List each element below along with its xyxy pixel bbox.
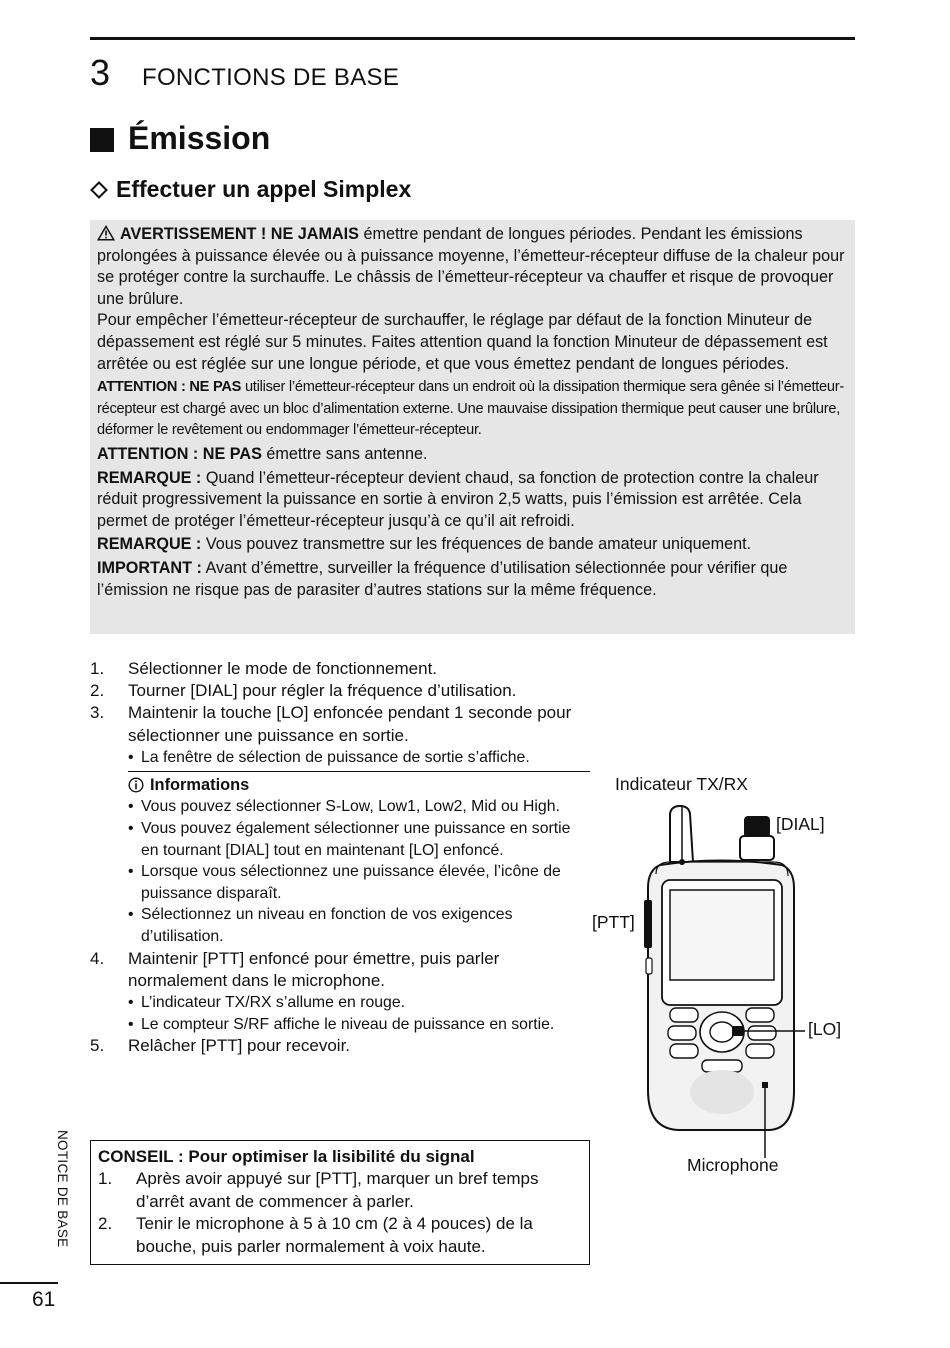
label-microphone: Microphone — [687, 1155, 779, 1175]
bullet-text: Sélectionnez un niveau en fonction de vos exigences d’utilisation. — [141, 906, 513, 945]
step-4-bullet — [90, 1014, 590, 1036]
footer-rule — [0, 1282, 58, 1284]
warning-text-2: Pour empêcher l’émetteur-récepteur de surchauffer, le réglage par défaut de la fonction Minuteur de dépassement est réglé sur 5 minutes. Faites attention quand la fonction Minuteur de dépassement est arrêtée ou est réglée sur une longue période, et que vous émettez pendant de longues périodes. — [97, 311, 828, 373]
step-number: 1. — [90, 659, 105, 678]
remark-label-2: REMARQUE : — [97, 535, 202, 554]
label-dial: [DIAL] — [776, 814, 825, 834]
section-title: Émission — [128, 120, 271, 156]
warning-box — [90, 220, 855, 634]
important-paragraph — [97, 558, 848, 601]
tip-number: 1. — [98, 1169, 113, 1189]
step-text: Relâcher [PTT] pour recevoir. — [128, 1036, 351, 1056]
subsection-title: Effectuer un appel Simplex — [116, 176, 412, 202]
side-tab-label: NOTICE DE BASE — [55, 1130, 70, 1248]
warning-paragraph — [97, 224, 848, 310]
info-bullet — [90, 904, 590, 947]
bullet-text: La fenêtre de sélection de puissance de sortie s’affiche. — [141, 748, 530, 766]
bullet-dot: • — [128, 820, 134, 837]
bullet-text: L’indicateur TX/RX s’allume en rouge. — [141, 993, 406, 1011]
tip-number: 2. — [98, 1214, 113, 1234]
dial-base — [740, 836, 774, 860]
important-label: IMPORTANT : — [97, 558, 202, 577]
attention-paragraph-2 — [97, 444, 848, 466]
step-3 — [90, 702, 590, 746]
dial-knob-icon — [744, 816, 770, 838]
step-4-bullet — [90, 992, 590, 1014]
step-number: 3. — [90, 703, 105, 723]
step-number: 2. — [90, 681, 105, 701]
warning-label: AVERTISSEMENT ! NE JAMAIS — [120, 225, 359, 243]
tip-box — [90, 1140, 590, 1265]
remark-text-1: Quand l’émetteur-récepteur devient chaud, sa fonction de protection contre la chaleur réduit progressivement la puissance en sortie à environ 2,5 watts, puis l’émission est arrêtée. Cela permet de protéger l’émetteur-récepteur jusqu’à ce qu’il ait refroidi. — [97, 468, 819, 530]
subsection-heading — [90, 176, 411, 203]
tip-text: Après avoir appuyé sur [PTT], marquer un bref temps d’arrêt avant de commencer à parler. — [136, 1169, 539, 1211]
step-number: 5. — [90, 1036, 105, 1056]
step-3-bullet — [90, 747, 590, 769]
info-bullet — [90, 861, 590, 904]
attention-paragraph-1 — [97, 377, 848, 442]
step-text: Maintenir [PTT] enfoncé pour émettre, puis parler normalement dans le microphone. — [128, 948, 500, 990]
speaker-grille — [690, 1070, 754, 1114]
info-title: Informations — [150, 776, 250, 795]
steps-column — [90, 658, 590, 1057]
bullet-dot: • — [128, 1015, 134, 1033]
section-heading — [90, 120, 270, 157]
page-number: 61 — [32, 1288, 56, 1311]
info-divider — [128, 771, 590, 772]
step-text: Tourner [DIAL] pour régler la fréquence d’utilisation. — [128, 681, 517, 701]
tip-step-1 — [98, 1168, 582, 1213]
bullet-dot: • — [128, 798, 134, 816]
info-icon — [128, 777, 144, 793]
header-rule — [90, 37, 855, 40]
important-text: Avant d’émettre, surveiller la fréquence d’utilisation sélectionnée pour vérifier que l’émission ne risque pas de parasiter d’autres stations sur la même fréquence. — [97, 558, 788, 599]
bullet-dot: • — [128, 993, 134, 1011]
attention-text-2: émettre sans antenne. — [261, 444, 428, 463]
bullet-text: Lorsque vous sélectionnez une puissance élevée, l’icône de puissance disparaît. — [141, 863, 561, 902]
warning-text: émettre pendant de longues périodes. Pendant les émissions prolongées à puissance élevée ou à puissance moyenne, l’émetteur-récepteur diffuse de la chaleur pour se protéger contre la surchauffe. Le châssis de l’émetteur-récepteur va chauffer et risque de provoquer une brûlure. — [97, 225, 845, 308]
attention-text-1: utiliser l’émetteur-récepteur dans un endroit où la dissipation thermique sera gênée si l’émetteur-récepteur est chargé avec un bloc d’alimentation externe. Une mauvaise dissipation thermique peut causer une brûlure, déformer le revêtement ou endommager l’émetteur-récepteur. — [97, 379, 844, 439]
remark-label-1: REMARQUE : — [97, 468, 202, 487]
remark-paragraph-2 — [97, 534, 848, 556]
step-1 — [90, 658, 590, 680]
microphone-hole-icon — [762, 1082, 768, 1088]
bullet-text: Vous pouvez sélectionner S-Low, Low1, Low2, Mid ou High. — [141, 798, 560, 816]
square-bullet-icon — [90, 128, 114, 152]
ptt-button-shape — [644, 900, 652, 948]
bullet-dot: • — [128, 863, 134, 881]
step-number: 4. — [90, 948, 105, 968]
chapter-title: FONCTIONS DE BASE — [142, 64, 400, 91]
screen — [670, 890, 774, 980]
info-heading — [128, 774, 590, 796]
tip-text: Tenir le microphone à 5 à 10 cm (2 à 4 pouces) de la bouche, puis parler normalement à voix haute. — [136, 1214, 533, 1256]
remark-text-2: Vous pouvez transmettre sur les fréquences de bande amateur uniquement. — [201, 535, 752, 554]
attention-label-2: ATTENTION : NE PAS — [97, 444, 262, 463]
info-bullet — [90, 796, 590, 818]
step-text: Sélectionner le mode de fonctionnement. — [128, 659, 438, 678]
label-tx-rx-indicator: Indicateur TX/RX — [615, 774, 748, 794]
step-text: Maintenir la touche [LO] enfoncée pendant 1 seconde pour sélectionner une puissance en sortie. — [128, 703, 572, 745]
warning-triangle-icon — [97, 225, 115, 241]
label-ptt: [PTT] — [592, 912, 635, 932]
bullet-text: Le compteur S/RF affiche le niveau de puissance en sortie. — [141, 1015, 555, 1033]
attention-label-1: ATTENTION : NE PAS — [97, 379, 242, 396]
bullet-dot: • — [128, 906, 134, 924]
step-4 — [90, 948, 590, 992]
tip-title: CONSEIL : Pour optimiser la lisibilité du signal — [98, 1147, 475, 1166]
remark-paragraph-1 — [97, 468, 848, 533]
label-lo: [LO] — [808, 1019, 842, 1039]
chapter-number: 3 — [90, 52, 111, 93]
bullet-dot: • — [128, 748, 134, 766]
step-5 — [90, 1035, 590, 1057]
tip-step-2 — [98, 1213, 582, 1258]
step-2 — [90, 680, 590, 702]
diamond-icon — [90, 181, 108, 199]
chapter-heading — [90, 52, 399, 92]
bullet-text: Vous pouvez également sélectionner une puissance en sortie en tournant [DIAL] tout en maintenant [LO] enfoncé. — [141, 820, 571, 859]
info-bullet — [90, 818, 590, 861]
